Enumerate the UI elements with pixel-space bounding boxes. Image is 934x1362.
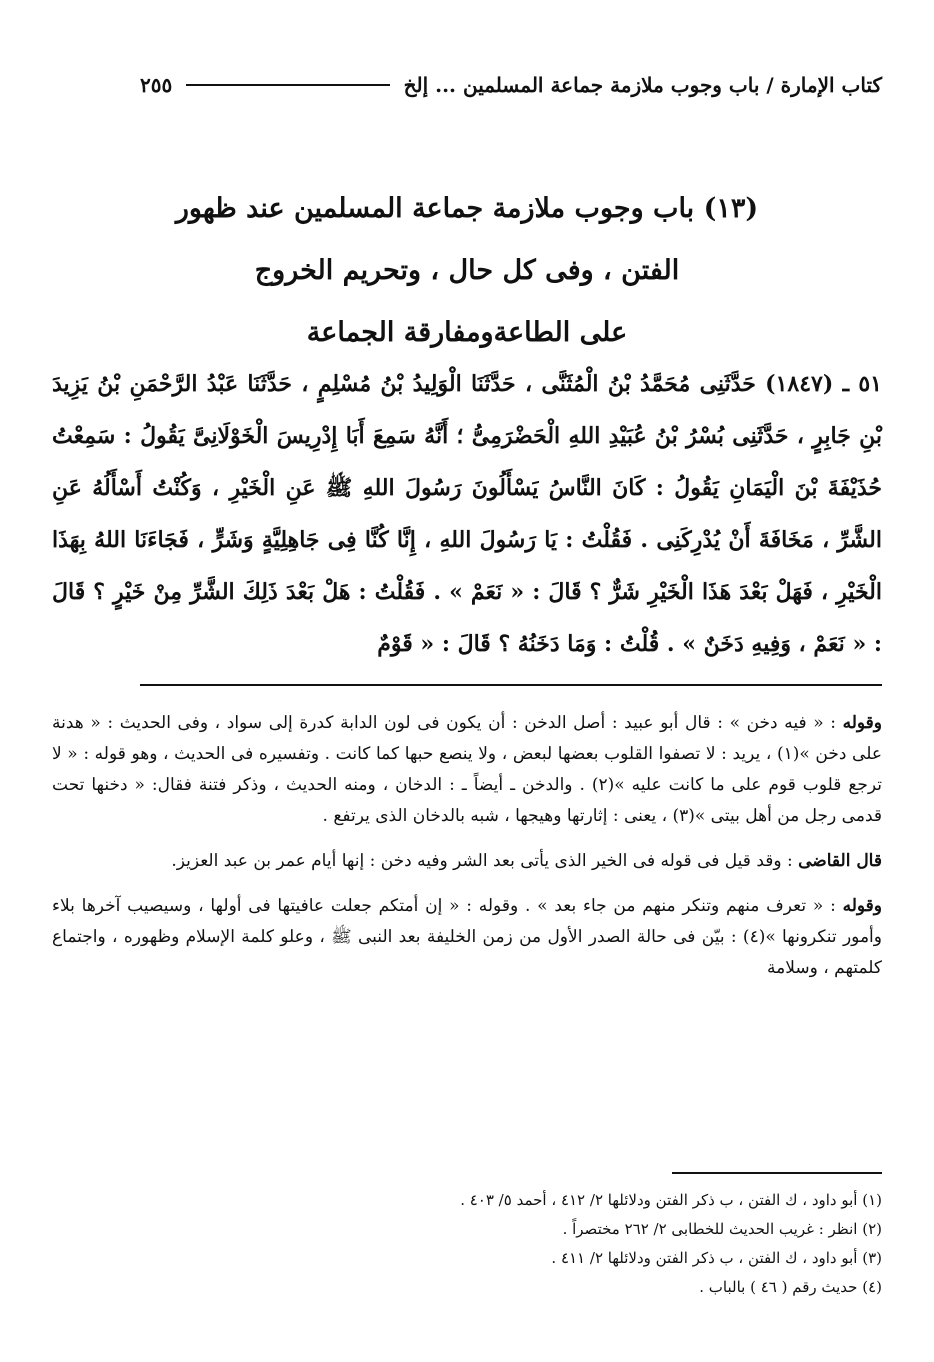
commentary-text: : « فيه دخن » : قال أبو عبيد : أصل الدخن : أن يكون فى لون الدابة كدرة إلى سواد ، وفى الحديث : « هدنة على دخن »(١) ، يريد : لا تصفوا القلوب بعضها لبعض ، ولا ينصع حبها كما كانت . وتفسيره فى الحديث ، وهو قوله : « لا ترجع قلوب قوم على ما كانت عليه »(٢) . والدخن ـ أيضاً ـ : الدخان ، ومنه الحديث ، وذكر فتنة فقال: « دخنها تحت قدمى رجل من أهل بيتى »(٣) ، يعنى : إثارتها وهيجها ، شبه بالدخان الذى يرتفع .: [52, 713, 882, 826]
commentary-paragraph: [52, 846, 882, 877]
hadith-text: ٥١ ـ (١٨٤٧) حَدَّثَنِى مُحَمَّدُ بْنُ الْمُثَنَّى ، حَدَّثَنَا الْوَلِيدُ بْنُ مُسْلِمٍ ، حَدَّثَنَا عَبْدُ الرَّحْمَنِ بْنُ يَزِيدَ بْنِ جَابِرٍ ، حَدَّثَنِى بُسْرُ بْنُ عُبَيْدِ اللهِ الْحَضْرَمِىُّ ؛ أَنَّهُ سَمِعَ أَبَا إِدْرِيسَ الْخَوْلَانِىَّ يَقُولُ : سَمِعْتُ حُذَيْفَةَ بْنَ الْيَمَانِ يَقُولُ : كَانَ النَّاسُ يَسْأَلُونَ رَسُولَ اللهِ ﷺ عَنِ الْخَيْرِ ، وَكُنْتُ أَسْأَلُهُ عَنِ الشَّرِّ ، مَخَافَةَ أَنْ يُدْرِكَنِى . فَقُلْتُ : يَا رَسُولَ اللهِ ، إِنَّا كُنَّا فِى جَاهِلِيَّةٍ وَشَرٍّ ، فَجَاءَنَا اللهُ بِهَذَا الْخَيْرِ ، فَهَلْ بَعْدَ هَذَا الْخَيْرِ شَرٌّ ؟ قَالَ : « نَعَمْ » . فَقُلْتُ : هَلْ بَعْدَ ذَلِكَ الشَّرِّ مِنْ خَيْرٍ ؟ قَالَ : « نَعَمْ ، وَفِيهِ دَخَنٌ » . قُلْتُ : وَمَا دَخَنُهُ ؟ قَالَ : « قَوْمٌ: [52, 371, 882, 657]
header-rule: [186, 84, 389, 86]
commentary: [52, 708, 882, 998]
footnote: (١) أبو داود ، ك الفتن ، ب ذكر الفتن ودلائلها ٢/ ٤١٢ ، أحمد ٥/ ٤٠٣ .: [460, 1191, 882, 1209]
header-title: كتاب الإمارة / باب وجوب ملازمة جماعة المسلمين ... إلخ: [403, 73, 882, 97]
commentary-lead: قال القاضى: [798, 851, 882, 871]
commentary-lead: وقوله: [842, 713, 883, 733]
chapter-title-line: (١٣) باب وجوب ملازمة جماعة المسلمين عند ظهور: [175, 193, 759, 224]
footnotes: [140, 1186, 882, 1302]
footnote: (٤) حديث رقم ( ٤٦ ) بالباب .: [699, 1278, 882, 1296]
running-header: [140, 68, 882, 102]
commentary-lead: وقوله: [842, 896, 882, 916]
footnote: (٣) أبو داود ، ك الفتن ، ب ذكر الفتن ودلائلها ٢/ ٤١١ .: [551, 1249, 882, 1267]
chapter-title-line: على الطاعةومفارقة الجماعة: [306, 317, 628, 348]
chapter-title-line: الفتن ، وفى كل حال ، وتحريم الخروج: [254, 255, 680, 286]
commentary-text: : وقد قيل فى قوله فى الخير الذى يأتى بعد الشر وفيه دخن : إنها أيام عمر بن عبد العزيز.: [171, 851, 793, 871]
page-number: ٢٥٥: [140, 73, 173, 97]
commentary-text: : « تعرف منهم وتنكر منهم من جاء بعد » . وقوله : « إن أمتكم جعلت عافيتها فى أولها ، وسيصيب آخرها بلاء وأمور تنكرونها »(٤) : بيّن فى حالة الصدر الأول من زمن الخليفة بعد النبى ﷺ ، وعلو كلمة الإسلام وظهوره ، واجتماع كلمتهم ، وسلامة: [52, 896, 882, 978]
commentary-paragraph: [52, 891, 882, 984]
chapter-title: [140, 178, 794, 364]
footnote-divider: [672, 1172, 882, 1174]
commentary-paragraph: [52, 708, 882, 832]
main-divider: [140, 684, 882, 686]
footnote: (٢) انظر : غريب الحديث للخطابى ٢/ ٢٦٢ مختصراً .: [562, 1220, 882, 1238]
